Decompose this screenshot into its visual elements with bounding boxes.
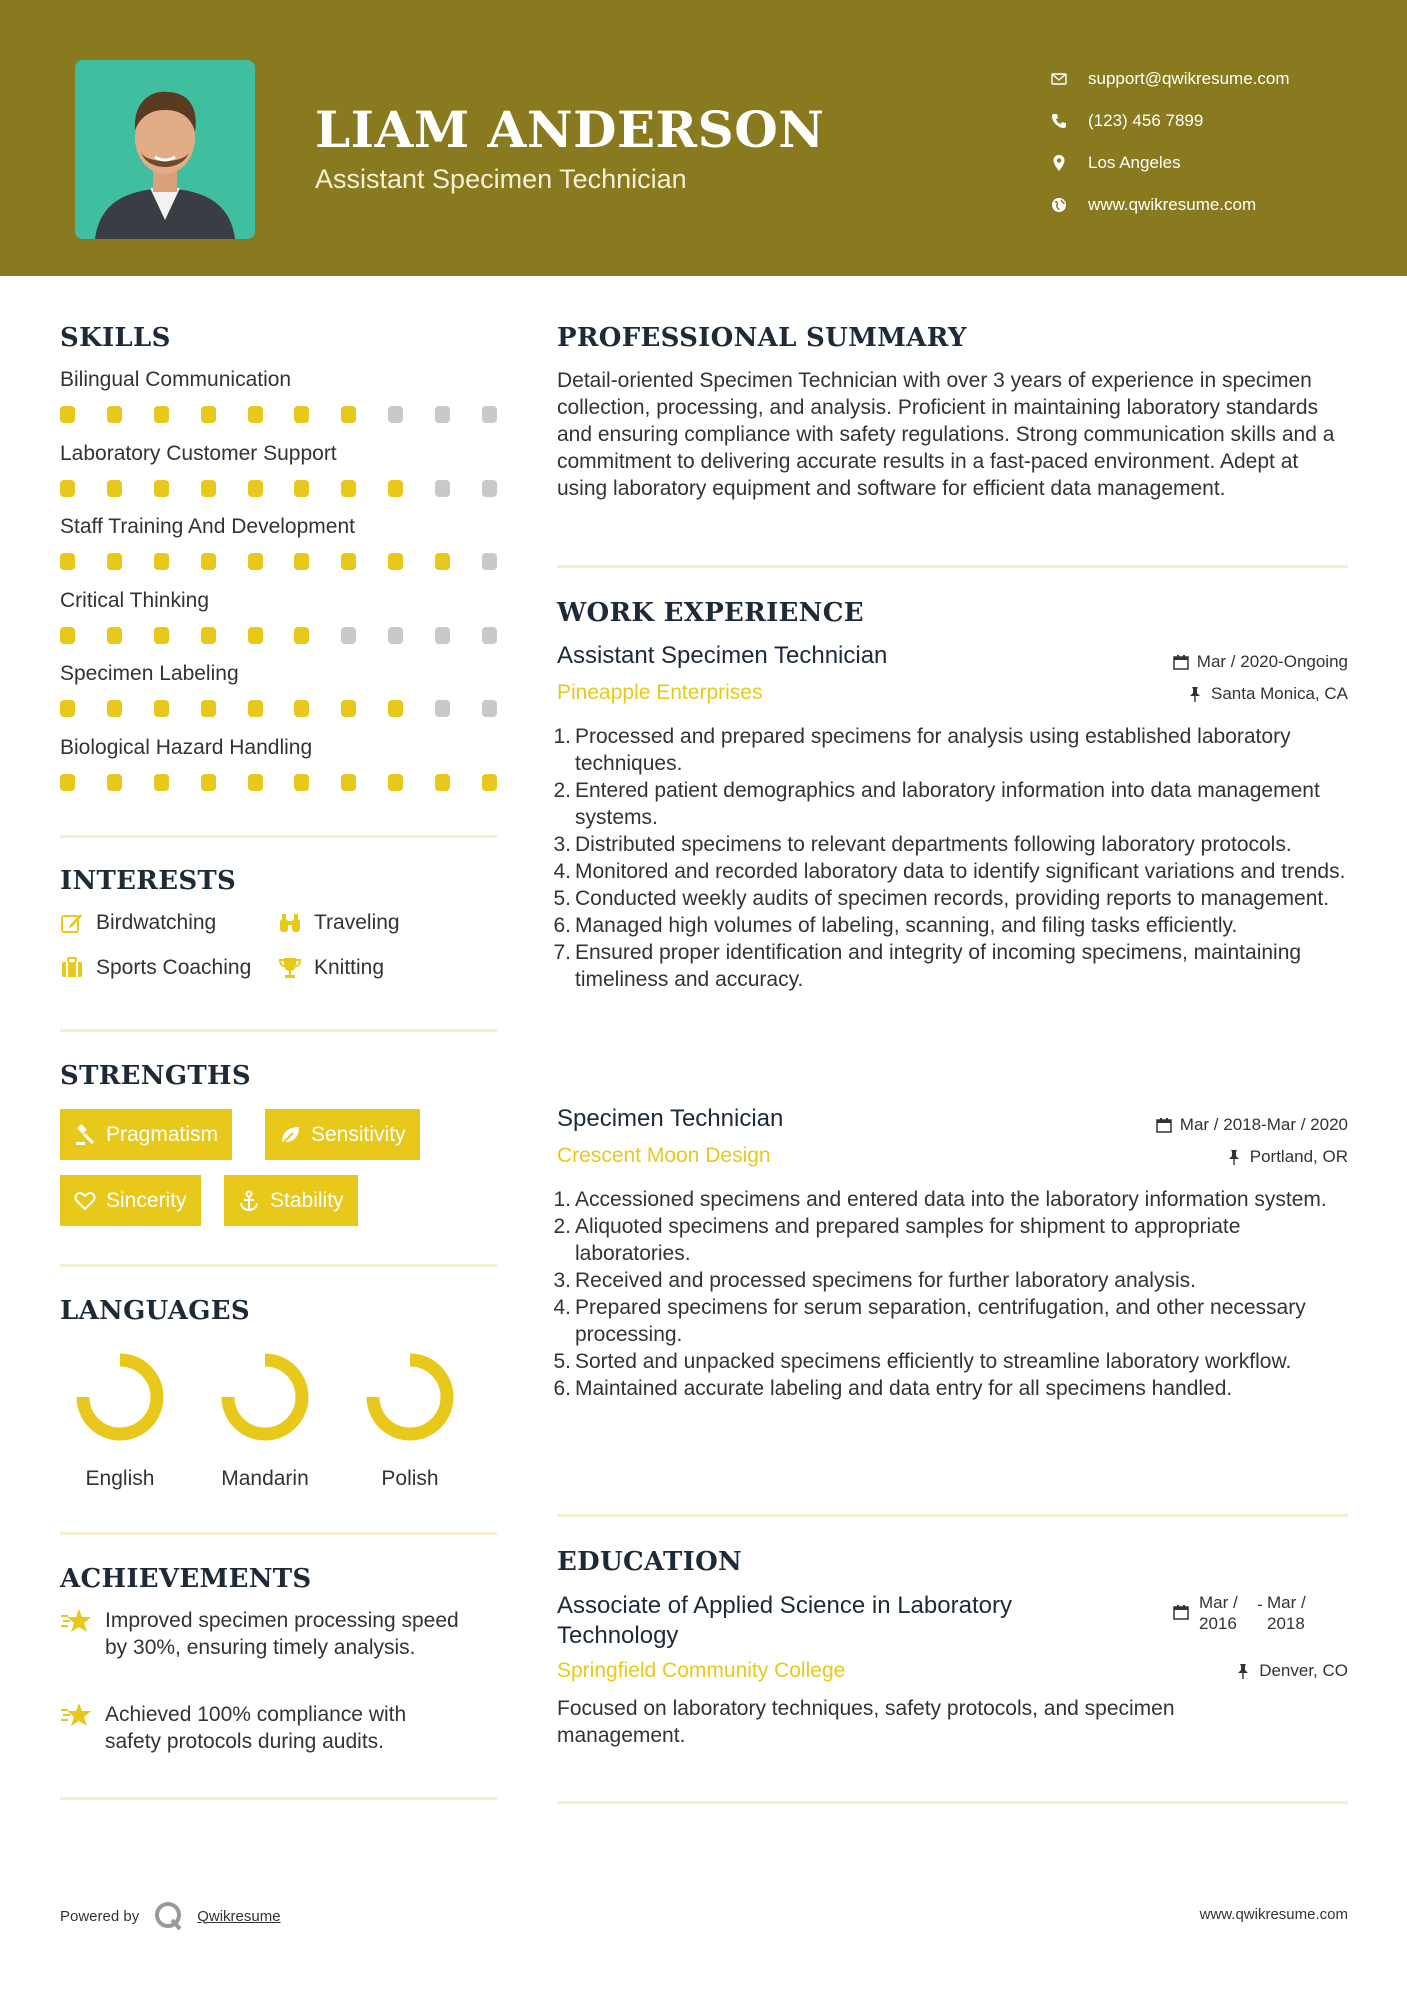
powered-by-label: Powered by (60, 1907, 140, 1925)
trophy-icon (278, 956, 302, 980)
education-location-text: Denver, CO (1259, 1661, 1348, 1680)
star-icon (60, 1607, 92, 1635)
job-title: Assistant Specimen Technician (557, 642, 888, 669)
interest-label: Sports Coaching (96, 956, 252, 979)
binoculars-icon (278, 911, 302, 935)
language-proficiency-ring (360, 1347, 460, 1447)
language-name: Polish (381, 1467, 439, 1490)
rating-dot-filled (154, 553, 169, 570)
interest-label: Traveling (314, 911, 400, 934)
rating-dot-filled (60, 553, 75, 570)
rating-dot-empty (435, 480, 450, 497)
responsibility-item (550, 1213, 1350, 1267)
rating-dot-filled (201, 700, 216, 717)
job-dates-text: Mar / 2020-Ongoing (1196, 652, 1348, 671)
responsibility-text: Managed high volumes of labeling, scanning, and filing tasks efficiently. (575, 914, 1238, 937)
skills-heading: SKILLS (60, 323, 171, 353)
language-proficiency-arc (228, 1360, 302, 1434)
language-item (60, 1347, 180, 1491)
profile-photo (75, 60, 255, 239)
rating-dot-filled (341, 774, 356, 791)
divider (557, 1801, 1348, 1804)
responsibility-text: Accessioned specimens and entered data into the laboratory information system. (575, 1188, 1327, 1211)
responsibility-item (550, 1267, 1350, 1294)
skill-rating (60, 774, 497, 791)
rating-dot-filled (201, 774, 216, 791)
interest-item (278, 956, 384, 980)
calendar-icon (1173, 1604, 1189, 1620)
rating-dot-filled (107, 627, 122, 644)
pencil-square-icon (60, 911, 84, 935)
skill-rating (60, 553, 497, 570)
list-number: 3. (553, 1269, 571, 1292)
responsibility-item (550, 777, 1350, 831)
list-number: 2. (553, 779, 571, 802)
skill-rating (60, 700, 497, 717)
candidate-name: LIAM ANDERSON (315, 100, 825, 159)
pushpin-icon (1226, 1149, 1242, 1165)
rating-dot-filled (248, 774, 263, 791)
responsibility-item (550, 1375, 1350, 1402)
achievements-heading: ACHIEVEMENTS (60, 1564, 312, 1594)
job-dates (1156, 1115, 1348, 1135)
rating-dot-filled (248, 553, 263, 570)
rating-dot-empty (482, 480, 497, 497)
list-number: 7. (553, 941, 571, 964)
education-description: Focused on laboratory techniques, safety protocols, and specimen management. (557, 1697, 1175, 1747)
rating-dot-filled (248, 406, 263, 423)
rating-dot-filled (341, 700, 356, 717)
responsibility-item (550, 723, 1350, 777)
contact-location (1050, 142, 1290, 184)
contact-phone[interactable] (1050, 100, 1290, 142)
education-end: Mar / 2018 (1267, 1593, 1306, 1633)
rating-dot-filled (154, 627, 169, 644)
school-name: Springfield Community College (557, 1659, 846, 1682)
language-item (350, 1347, 470, 1491)
responsibility-text: Monitored and recorded laboratory data to identify significant variations and trends. (575, 860, 1346, 883)
gavel-icon (74, 1124, 96, 1146)
contact-location-text: Los Angeles (1088, 153, 1181, 172)
rating-dot-filled (60, 774, 75, 791)
skill-rating (60, 406, 497, 423)
qwikresume-logo-icon (153, 1900, 185, 1932)
skill-name: Critical Thinking (60, 588, 209, 612)
pushpin-icon (1187, 686, 1203, 702)
responsibility-item (550, 1348, 1350, 1375)
briefcase-icon (60, 956, 84, 980)
skill-rating (60, 627, 497, 644)
job-location-text: Portland, OR (1249, 1147, 1348, 1166)
contact-website-text: www.qwikresume.com (1088, 195, 1257, 214)
education-heading: EDUCATION (557, 1547, 743, 1577)
rating-dot-filled (60, 480, 75, 497)
divider (557, 1514, 1348, 1517)
language-proficiency-arc (373, 1360, 447, 1434)
list-number: 5. (553, 887, 571, 910)
envelope-icon (1050, 70, 1068, 88)
responsibility-item (550, 1294, 1350, 1348)
skill-name: Staff Training And Development (60, 515, 355, 538)
skill-name: Biological Hazard Handling (60, 735, 313, 759)
skill-rating (60, 480, 497, 497)
contact-email-text: support@qwikresume.com (1088, 69, 1290, 88)
rating-dot-filled (435, 553, 450, 570)
footer-website[interactable]: www.qwikresume.com (1199, 1906, 1348, 1923)
languages-heading: LANGUAGES (60, 1296, 250, 1326)
rating-dot-filled (388, 553, 403, 570)
job-responsibilities (550, 723, 1350, 993)
degree-title: Associate of Applied Science in Laboratory Technology (557, 1592, 1012, 1649)
contact-email[interactable] (1050, 58, 1290, 100)
language-name: English (85, 1467, 155, 1490)
rating-dot-filled (201, 553, 216, 570)
list-number: 5. (553, 1350, 571, 1373)
interest-item (60, 956, 251, 980)
job-location (1226, 1147, 1348, 1167)
rating-dot-filled (294, 700, 309, 717)
phone-icon (1050, 112, 1068, 130)
interests-heading: INTERESTS (60, 866, 237, 896)
rating-dot-filled (341, 553, 356, 570)
rating-dot-filled (248, 627, 263, 644)
interest-item (278, 911, 400, 935)
rating-dot-empty (435, 627, 450, 644)
contact-info (1050, 58, 1290, 226)
responsibility-text: Maintained accurate labeling and data entry for all specimens handled. (575, 1377, 1233, 1400)
rating-dot-filled (388, 774, 403, 791)
rating-dot-filled (154, 774, 169, 791)
leaf-icon (279, 1124, 301, 1146)
responsibility-text: Prepared specimens for serum separation, centrifugation, and other necessary processing. (575, 1296, 1306, 1346)
skill-name: Laboratory Customer Support (60, 441, 337, 465)
rating-dot-filled (294, 774, 309, 791)
language-item (205, 1347, 325, 1491)
achievement-item (60, 1701, 460, 1755)
strength-label: Pragmatism (106, 1122, 219, 1146)
education-start: Mar / 2016 (1199, 1593, 1238, 1633)
experience-heading: WORK EXPERIENCE (557, 598, 864, 628)
list-number: 4. (553, 1296, 571, 1319)
rating-dot-filled (201, 480, 216, 497)
star-icon (60, 1701, 92, 1729)
rating-dot-filled (154, 406, 169, 423)
summary-text: Detail-oriented Specimen Technician with over 3 years of experience in specimen collection, processing, and analysis. Proficient in maintaining laboratory standards and ensuring compliance with safety regulations. Strong communication skills and a commitment to delivering accurate results in a fast-paced environment. Adept at using laboratory equipment and software for efficient data management. (557, 369, 1335, 500)
rating-dot-filled (294, 627, 309, 644)
rating-dot-filled (154, 700, 169, 717)
rating-dot-filled (341, 406, 356, 423)
rating-dot-filled (60, 406, 75, 423)
contact-website[interactable] (1050, 184, 1290, 226)
achievement-text: Improved specimen processing speed by 30%, ensuring timely analysis. (105, 1609, 459, 1659)
language-proficiency-ring (70, 1347, 170, 1447)
strength-tag (265, 1109, 420, 1160)
rating-dot-filled (107, 774, 122, 791)
strengths-heading: STRENGTHS (60, 1061, 251, 1091)
rating-dot-filled (294, 406, 309, 423)
header-banner (0, 0, 1407, 276)
responsibility-item (550, 912, 1350, 939)
achievement-text: Achieved 100% compliance with safety protocols during audits. (105, 1703, 407, 1753)
responsibility-item (550, 885, 1350, 912)
rating-dot-filled (248, 700, 263, 717)
footer-powered-by (60, 1900, 281, 1932)
list-number: 4. (553, 860, 571, 883)
responsibility-item (550, 939, 1350, 993)
skill-name: Bilingual Communication (60, 368, 292, 391)
calendar-icon (1156, 1117, 1172, 1133)
rating-dot-filled (482, 774, 497, 791)
heart-icon (74, 1190, 96, 1212)
list-number: 1. (553, 725, 571, 748)
job-location (1187, 684, 1348, 704)
language-name: Mandarin (221, 1467, 309, 1490)
contact-phone-text: (123) 456 7899 (1088, 111, 1204, 130)
skill-name: Specimen Labeling (60, 662, 239, 685)
rating-dot-empty (388, 627, 403, 644)
language-proficiency-arc (83, 1360, 157, 1434)
rating-dot-empty (482, 700, 497, 717)
rating-dot-filled (248, 480, 263, 497)
rating-dot-empty (482, 627, 497, 644)
list-number: 6. (553, 1377, 571, 1400)
responsibility-item (550, 858, 1350, 885)
list-number: 6. (553, 914, 571, 937)
job-location-text: Santa Monica, CA (1210, 684, 1348, 703)
responsibility-text: Sorted and unpacked specimens efficiently to streamline laboratory workflow. (575, 1350, 1292, 1373)
language-proficiency-ring (215, 1347, 315, 1447)
map-pin-icon (1050, 154, 1068, 172)
strength-label: Sincerity (106, 1188, 187, 1212)
rating-dot-filled (107, 480, 122, 497)
interest-label: Birdwatching (96, 911, 217, 934)
education-dates (1173, 1592, 1319, 1634)
strength-label: Sensitivity (311, 1122, 406, 1146)
education-location (1235, 1661, 1348, 1681)
interest-label: Knitting (314, 956, 385, 979)
rating-dot-filled (435, 774, 450, 791)
divider (60, 1532, 497, 1535)
rating-dot-filled (388, 700, 403, 717)
rating-dot-empty (341, 627, 356, 644)
divider (60, 1797, 497, 1800)
responsibility-text: Processed and prepared specimens for analysis using established laboratory techniques. (575, 725, 1291, 775)
rating-dot-filled (388, 480, 403, 497)
calendar-icon (1173, 654, 1189, 670)
list-number: 1. (553, 1188, 571, 1211)
qwikresume-link[interactable]: Qwikresume (197, 1907, 281, 1925)
list-number: 3. (553, 833, 571, 856)
divider (557, 565, 1348, 568)
responsibility-text: Aliquoted specimens and prepared samples for shipment to appropriate laboratories. (575, 1215, 1241, 1265)
rating-dot-empty (435, 700, 450, 717)
rating-dot-filled (107, 700, 122, 717)
rating-dot-filled (154, 480, 169, 497)
strength-tag (60, 1109, 232, 1160)
rating-dot-filled (107, 553, 122, 570)
divider (60, 835, 497, 838)
divider (60, 1264, 497, 1267)
job-dates (1173, 652, 1348, 672)
rating-dot-filled (60, 627, 75, 644)
rating-dot-filled (294, 553, 309, 570)
responsibility-item (550, 831, 1350, 858)
rating-dot-filled (201, 627, 216, 644)
achievement-item (60, 1607, 460, 1661)
rating-dot-filled (107, 406, 122, 423)
rating-dot-empty (482, 406, 497, 423)
summary-heading: PROFESSIONAL SUMMARY (557, 323, 967, 353)
job-title: Specimen Technician (557, 1105, 784, 1132)
responsibility-text: Distributed specimens to relevant departments following laboratory protocols. (575, 833, 1292, 856)
candidate-title: Assistant Specimen Technician (315, 164, 687, 194)
responsibility-text: Received and processed specimens for further laboratory analysis. (575, 1269, 1196, 1292)
strength-label: Stability (270, 1188, 344, 1212)
rating-dot-filled (60, 700, 75, 717)
strength-tag (224, 1175, 358, 1226)
rating-dot-empty (435, 406, 450, 423)
interest-item (60, 911, 216, 935)
rating-dot-empty (388, 406, 403, 423)
globe-icon (1050, 196, 1068, 214)
rating-dot-filled (294, 480, 309, 497)
company-name: Crescent Moon Design (557, 1144, 771, 1167)
job-responsibilities (550, 1186, 1350, 1402)
list-number: 2. (553, 1215, 571, 1238)
responsibility-text: Ensured proper identification and integrity of incoming specimens, maintaining timeliness and accuracy. (575, 941, 1302, 991)
pushpin-icon (1235, 1663, 1251, 1679)
anchor-icon (238, 1190, 260, 1212)
responsibility-text: Entered patient demographics and laboratory information into data management systems. (575, 779, 1320, 829)
rating-dot-filled (341, 480, 356, 497)
strength-tag (60, 1175, 201, 1226)
responsibility-item (550, 1186, 1350, 1213)
responsibility-text: Conducted weekly audits of specimen records, providing reports to management. (575, 887, 1330, 910)
date-separator: - (1257, 1595, 1263, 1614)
rating-dot-empty (482, 553, 497, 570)
rating-dot-filled (201, 406, 216, 423)
company-name: Pineapple Enterprises (557, 681, 763, 704)
divider (60, 1029, 497, 1032)
job-dates-text: Mar / 2018-Mar / 2020 (1179, 1115, 1348, 1134)
